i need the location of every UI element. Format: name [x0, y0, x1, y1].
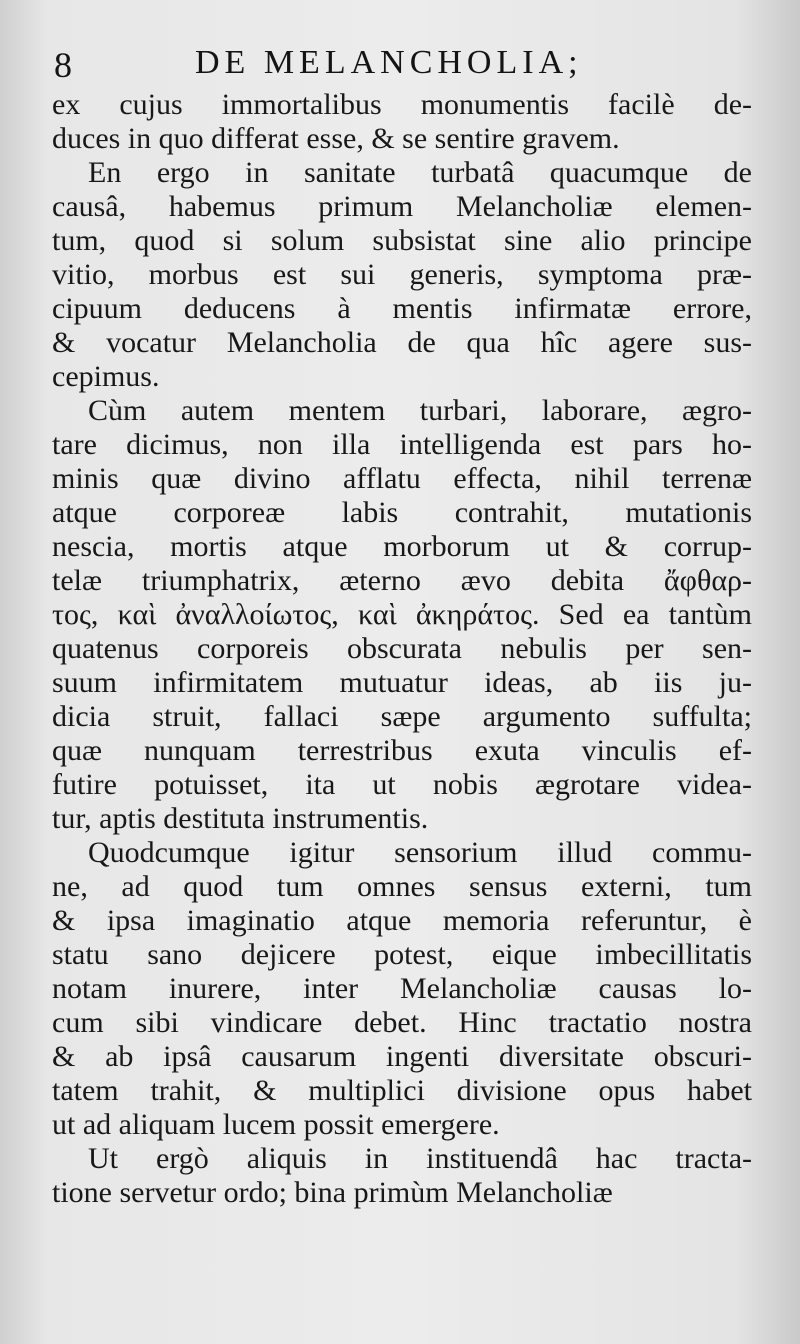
text-line: & ipsa imaginatio atque memoria referuntur, è: [52, 904, 752, 937]
text-line: nescia, mortis atque morborum ut & corrup-: [52, 530, 752, 563]
text-line: tione servetur ordo; bina primùm Melancholiæ: [52, 1176, 613, 1209]
text-line: cum sibi vindicare debet. Hinc tractatio nostra: [52, 1006, 752, 1039]
text-line: tatem trahit, & multiplici divisione opus habet: [52, 1074, 752, 1107]
text-line: & vocatur Melancholia de qua hîc agere sus-: [52, 326, 752, 359]
text-line: notam inurere, inter Melancholiæ causas lo-: [52, 972, 752, 1005]
text-line: ex cujus immortalibus monumentis facilè de-: [52, 88, 752, 121]
text-line: atque corporeæ labis contrahit, mutationis: [52, 496, 752, 529]
greek-text-line: τος, καὶ ἀναλλοίωτος, καὶ ἀκηράτος. Sed ea tantùm: [52, 598, 752, 631]
text-line: telæ triumphatrix, æterno ævo debita ἄφθαρ-: [52, 564, 752, 597]
text-line: vitio, morbus est sui generis, symptoma præ-: [52, 258, 752, 291]
text-line: quæ nunquam terrestribus exuta vinculis ef-: [52, 734, 752, 767]
text-line: futire potuisset, ita ut nobis ægrotare videa-: [52, 768, 752, 801]
text-line: cipuum deducens à mentis infirmatæ errore,: [52, 292, 752, 325]
paragraph-start-line: En ergo in sanitate turbatâ quacumque de: [88, 156, 752, 189]
body-text: [52, 88, 752, 1210]
text-line: duces in quo differat esse, & se sentire gravem.: [52, 122, 620, 155]
text-line: tare dicimus, non illa intelligenda est pars ho-: [52, 428, 752, 461]
text-line: cepimus.: [52, 360, 160, 393]
text-line: suum infirmitatem mutuatur ideas, ab iis ju-: [52, 666, 752, 699]
paragraph-start-line: Ut ergò aliquis in instituendâ hac tracta-: [88, 1142, 752, 1175]
text-line: statu sano dejicere potest, eique imbecillitatis: [52, 938, 752, 971]
text-line: dicia struit, fallaci sæpe argumento suffulta;: [52, 700, 752, 733]
text-line: ne, ad quod tum omnes sensus externi, tum: [52, 870, 752, 903]
page-header: [50, 40, 750, 90]
text-line: minis quæ divino afflatu effecta, nihil terrenæ: [52, 462, 752, 495]
text-line: tur, aptis destituta instrumentis.: [52, 802, 429, 835]
text-line: causâ, habemus primum Melancholiæ elemen-: [52, 190, 752, 223]
text-line: ut ad aliquam lucem possit emergere.: [52, 1108, 500, 1141]
running-title: DE MELANCHOLIA;: [195, 44, 583, 81]
paragraph-start-line: Quodcumque igitur sensorium illud commu-: [88, 836, 752, 869]
page-number: 8: [54, 45, 72, 85]
text-line: quatenus corporeis obscurata nebulis per sen-: [52, 632, 752, 665]
text-line: tum, quod si solum subsistat sine alio principe: [52, 224, 752, 257]
text-line: & ab ipsâ causarum ingenti diversitate obscuri-: [52, 1040, 752, 1073]
paragraph-start-line: Cùm autem mentem turbari, laborare, ægro-: [88, 394, 752, 427]
